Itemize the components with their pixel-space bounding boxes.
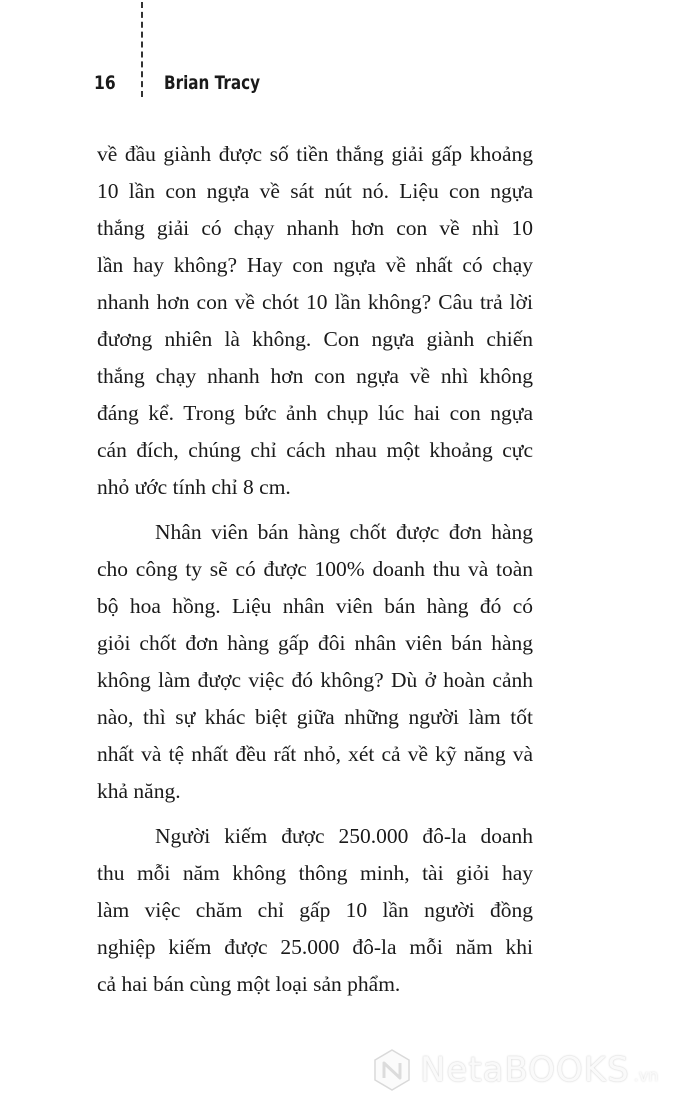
watermark-tld: .vn: [633, 1065, 659, 1085]
body-text: [97, 136, 533, 1003]
text-line: làm việc chăm chỉ gấp 10 lần người đồng: [97, 898, 533, 922]
paragraph-gap: [97, 810, 533, 818]
text-line: Người kiếm được 250.000 đô-la doanh: [155, 824, 533, 848]
text-line: cả hai bán cùng một loại sản phẩm.: [97, 972, 401, 996]
text-line: nào, thì sự khác biệt giữa những người làm tốt: [97, 705, 533, 729]
text-line: cán đích, chúng chỉ cách nhau một khoảng cực: [97, 438, 533, 462]
page-number: 16: [94, 72, 116, 94]
text-line: thắng chạy nhanh hơn con ngựa về nhì không: [97, 364, 533, 388]
netabooks-hexagon-logo-icon: [372, 1048, 412, 1092]
text-line: nhất và tệ nhất đều rất nhỏ, xét cả về kỹ năng và: [97, 742, 533, 766]
text-line: lần hay không? Hay con ngựa về nhất có chạy: [97, 253, 533, 277]
text-line: đương nhiên là không. Con ngựa giành chiến: [97, 327, 533, 351]
watermark-brand: NetaBOOKS: [420, 1050, 630, 1090]
text-line: thu mỗi năm không thông minh, tài giỏi hay: [97, 861, 533, 885]
text-line: không làm được việc đó không? Dù ở hoàn cảnh: [97, 668, 533, 692]
author-name: Brian Tracy: [164, 72, 261, 94]
paragraph: [97, 136, 533, 506]
text-line: khả năng.: [97, 779, 181, 803]
text-line: bộ hoa hồng. Liệu nhân viên bán hàng đó có: [97, 594, 533, 618]
text-line: Nhân viên bán hàng chốt được đơn hàng: [155, 520, 533, 544]
paragraph: [97, 514, 533, 810]
text-line: nhỏ ước tính chỉ 8 cm.: [97, 475, 291, 499]
text-line: về đầu giành được số tiền thắng giải gấp khoảng: [97, 142, 533, 166]
text-line: nghiệp kiếm được 25.000 đô-la mỗi năm khi: [97, 935, 533, 959]
paragraph-gap: [97, 506, 533, 514]
header-divider: [141, 2, 143, 97]
text-line: thắng giải có chạy nhanh hơn con về nhì 10: [97, 216, 533, 240]
text-line: giỏi chốt đơn hàng gấp đôi nhân viên bán hàng: [97, 631, 533, 655]
text-line: cho công ty sẽ có được 100% doanh thu và toàn: [97, 557, 533, 581]
text-line: nhanh hơn con về chót 10 lần không? Câu trả lời: [97, 290, 533, 314]
watermark: [372, 1048, 658, 1092]
paragraph: [97, 818, 533, 1003]
text-line: đáng kể. Trong bức ảnh chụp lúc hai con ngựa: [97, 401, 533, 425]
text-line: 10 lần con ngựa về sát nút nó. Liệu con ngựa: [97, 179, 533, 203]
